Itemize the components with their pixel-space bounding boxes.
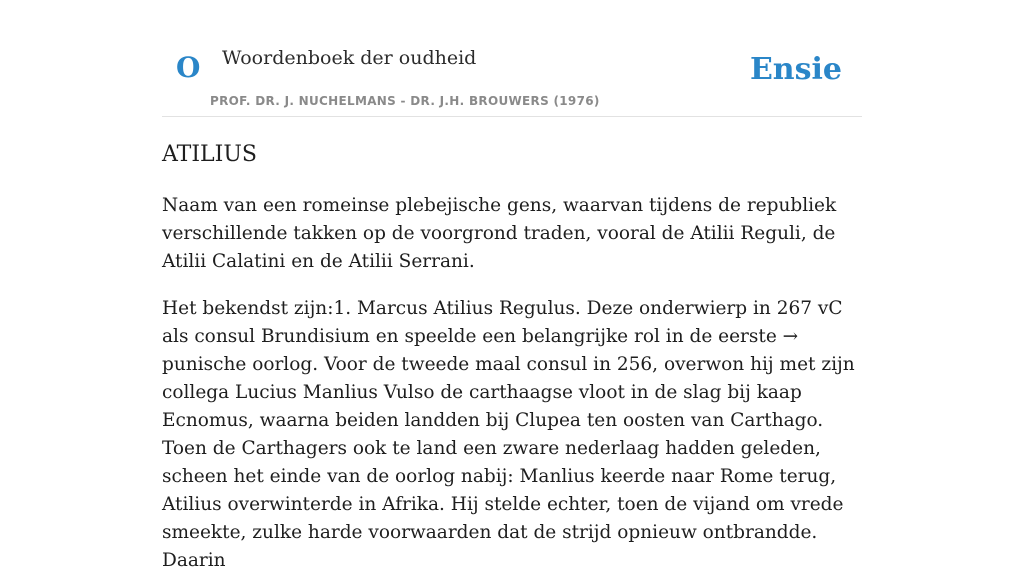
- entry-title: ATILIUS: [162, 142, 257, 167]
- book-authors: PROF. DR. J. NUCHELMANS - DR. J.H. BROUWERS (1976): [210, 94, 600, 108]
- book-title[interactable]: Woordenboek der oudheid: [222, 47, 477, 69]
- article-paragraph: Naam van een romeinse plebejische gens, waarvan tijdens de republiek verschillende takken op de voorgrond traden, vooral de Atilii Reguli, de Atilii Calatini en de Atilii Serrani.: [162, 195, 837, 272]
- article-paragraph: Het bekendst zijn:1. Marcus Atilius Regulus. Deze onderwierp in 267 vC als consul Brundisium en speelde een belangrijke rol in de eerste → punische oorlog. Voor de tweede maal consul in 256, overwon hij met zijn collega Lucius Manlius Vulso de carthaagse vloot in de slag bij kaap Ecnomus, waarna beiden landden bij Clupea ten oosten van Carthago. Toen de Carthagers ook te land een zware nederlaag hadden geleden, scheen het einde van de oorlog nabij: Manlius keerde naar Rome terug, Atilius overwinterde in Afrika. Hij stelde echter, toen de vijand om vrede smeekte, zulke harde voorwaarden dat de strijd opnieuw ontbrandde. Daarin: [162, 298, 855, 571]
- article: [162, 138, 862, 575]
- ensie-brand-link[interactable]: Ensie: [749, 52, 842, 87]
- book-initial-logo: O: [176, 51, 201, 84]
- site-header: [162, 0, 862, 117]
